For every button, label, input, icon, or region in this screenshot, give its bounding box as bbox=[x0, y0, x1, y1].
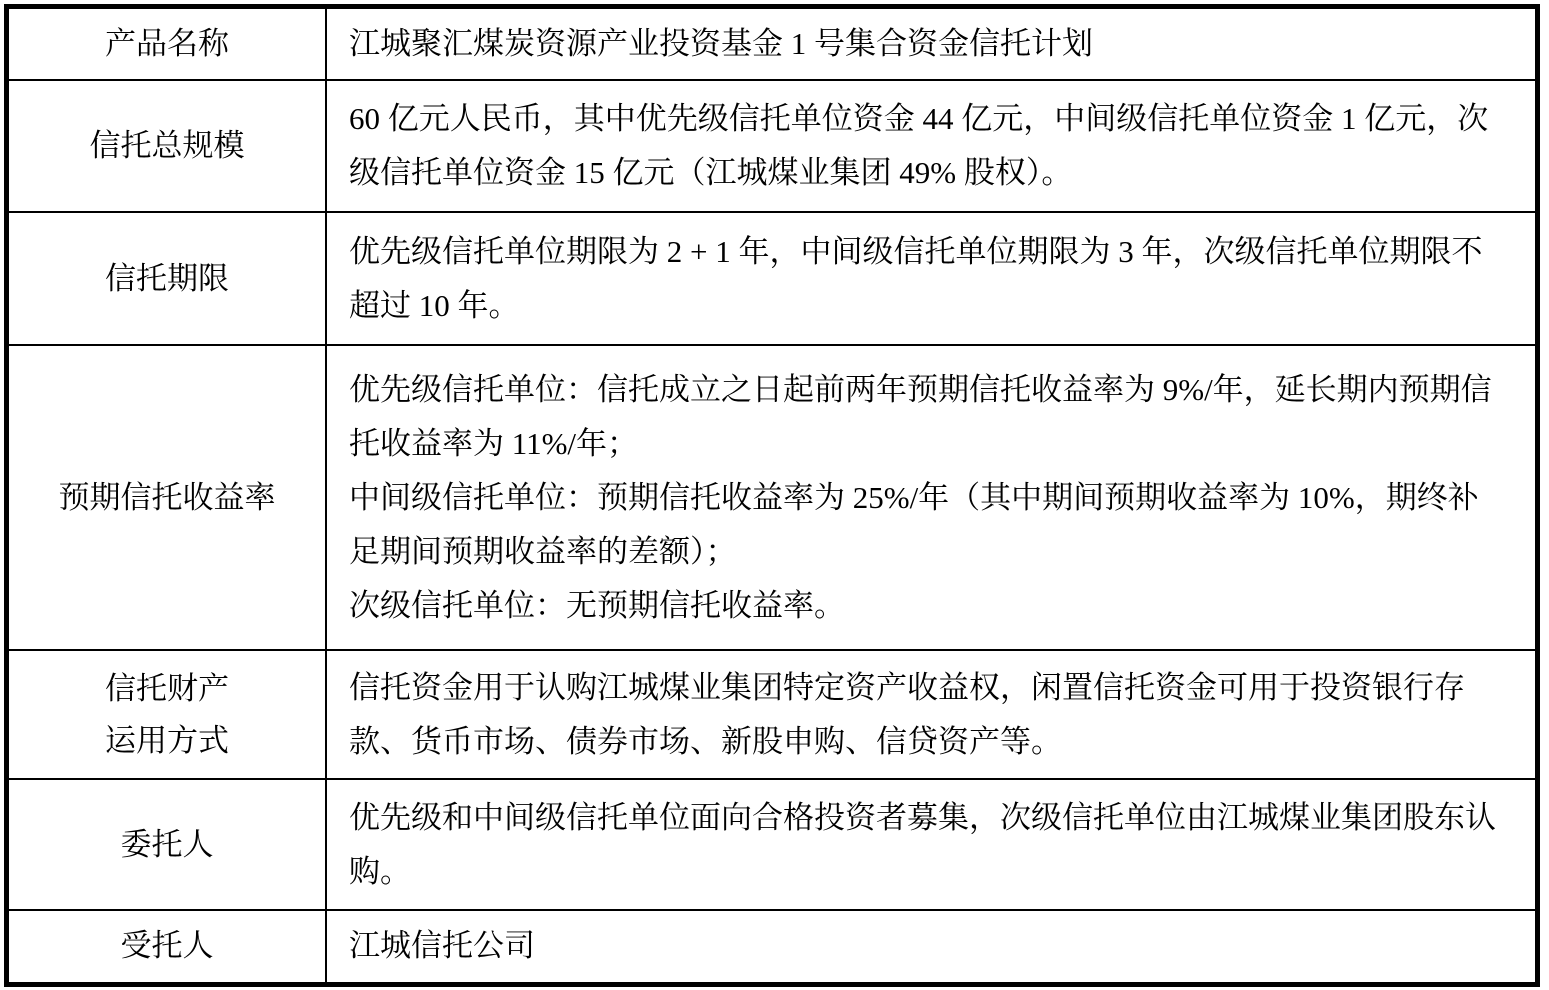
table-row-trust-total-scale bbox=[7, 80, 1538, 212]
trust-total-scale-value bbox=[326, 80, 1538, 212]
label-line: 信托总规模 bbox=[89, 128, 245, 163]
value-paragraph: 江城聚汇煤炭资源产业投资基金 1 号集合资金信托计划 bbox=[349, 26, 1093, 61]
trustee-label bbox=[7, 910, 327, 984]
table-row-expected-yield bbox=[7, 345, 1538, 650]
settlor-value bbox=[326, 779, 1538, 910]
label-line: 预期信托收益率 bbox=[58, 479, 276, 515]
label-line-1: 信托财产 bbox=[105, 670, 229, 706]
value-paragraph: 江城信托公司 bbox=[349, 928, 535, 964]
trust-term-value bbox=[326, 212, 1538, 345]
asset-usage-value bbox=[326, 650, 1538, 779]
trust-term-label bbox=[7, 212, 327, 345]
table-row-trust-term bbox=[7, 212, 1538, 345]
product-name-value bbox=[326, 7, 1538, 81]
table-row-trustee bbox=[7, 910, 1538, 984]
label-line: 委托人 bbox=[120, 826, 214, 862]
product-name-label bbox=[7, 7, 327, 81]
value-paragraph: 信托资金用于认购江城煤业集团特定资产收益权，闲置信托资金可用于投资银行存款、货币市场、债券市场、新股申购、信贷资产等。 bbox=[349, 669, 1465, 759]
trust-total-scale-label bbox=[7, 80, 327, 212]
value-paragraph-mezzanine: 中间级信托单位：预期信托收益率为 25%/年（其中期间预期收益率为 10%，期终补足期间预期收益率的差额）； bbox=[349, 479, 1479, 569]
value-paragraph: 优先级和中间级信托单位面向合格投资者募集，次级信托单位由江城煤业集团股东认购。 bbox=[349, 799, 1496, 889]
asset-usage-label bbox=[7, 650, 327, 779]
value-paragraph: 60 亿元人民币，其中优先级信托单位资金 44 亿元，中间级信托单位资金 1 亿元，次级信托单位资金 15 亿元（江城煤业集团 49% 股权）。 bbox=[349, 101, 1489, 190]
value-paragraph-subordinate: 次级信托单位：无预期信托收益率。 bbox=[349, 587, 845, 623]
expected-yield-value bbox=[326, 345, 1538, 650]
table-row-settlor bbox=[7, 779, 1538, 910]
trustee-value bbox=[326, 910, 1538, 984]
label-line-2: 运用方式 bbox=[105, 722, 229, 758]
table-row-asset-usage bbox=[7, 650, 1538, 779]
label-line: 产品名称 bbox=[105, 26, 229, 61]
label-line: 信托期限 bbox=[105, 260, 229, 296]
expected-yield-label bbox=[7, 345, 327, 650]
value-paragraph: 优先级信托单位期限为 2 + 1 年，中间级信托单位期限为 3 年，次级信托单位期限不超过 10 年。 bbox=[349, 233, 1483, 323]
settlor-label bbox=[7, 779, 327, 910]
table-row-product-name bbox=[7, 7, 1538, 81]
value-paragraph-senior: 优先级信托单位：信托成立之日起前两年预期信托收益率为 9%/年，延长期内预期信托收益率为 11%/年； bbox=[349, 371, 1492, 461]
product-info-table bbox=[4, 4, 1540, 987]
label-line: 受托人 bbox=[120, 928, 214, 964]
